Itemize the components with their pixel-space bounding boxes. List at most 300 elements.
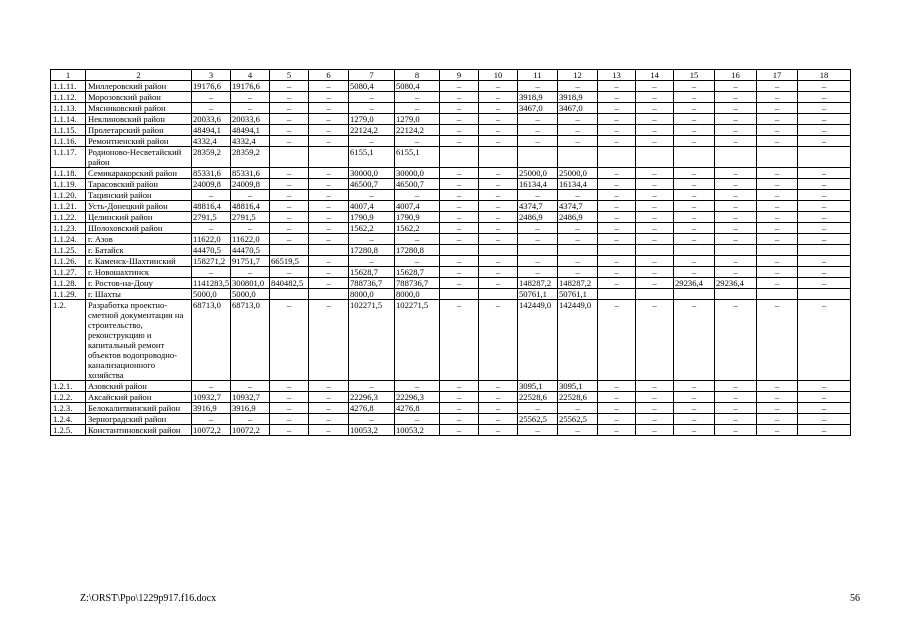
- value-cell: –: [674, 190, 715, 201]
- value-cell: [270, 147, 309, 168]
- row-number-cell: 1.1.27.: [51, 267, 86, 278]
- value-cell: 3916,9: [192, 403, 231, 414]
- value-cell: –: [479, 168, 518, 179]
- value-cell: –: [715, 403, 757, 414]
- value-cell: –: [395, 103, 440, 114]
- value-cell: –: [309, 256, 349, 267]
- value-cell: –: [798, 425, 851, 436]
- value-cell: [798, 289, 851, 300]
- value-cell: –: [674, 114, 715, 125]
- value-cell: –: [715, 92, 757, 103]
- value-cell: 6155,1: [349, 147, 395, 168]
- value-cell: –: [479, 267, 518, 278]
- value-cell: –: [598, 234, 636, 245]
- value-cell: 25000,0: [518, 168, 558, 179]
- value-cell: [636, 147, 674, 168]
- value-cell: –: [349, 190, 395, 201]
- value-cell: 25562,5: [558, 414, 598, 425]
- value-cell: –: [757, 223, 798, 234]
- row-name-cell: Аксайский район: [86, 392, 192, 403]
- value-cell: –: [674, 125, 715, 136]
- value-cell: –: [757, 278, 798, 289]
- value-cell: –: [636, 92, 674, 103]
- value-cell: –: [636, 103, 674, 114]
- value-cell: –: [270, 201, 309, 212]
- value-cell: –: [757, 300, 798, 381]
- value-cell: 91751,7: [231, 256, 270, 267]
- value-cell: –: [558, 234, 598, 245]
- table-row: [51, 190, 851, 201]
- value-cell: 85331,6: [231, 168, 270, 179]
- value-cell: [440, 147, 479, 168]
- value-cell: –: [798, 103, 851, 114]
- value-cell: –: [757, 190, 798, 201]
- value-cell: 4374,7: [558, 201, 598, 212]
- value-cell: –: [757, 414, 798, 425]
- value-cell: 1790,9: [395, 212, 440, 223]
- value-cell: –: [270, 168, 309, 179]
- value-cell: [518, 147, 558, 168]
- value-cell: –: [798, 81, 851, 92]
- value-cell: 22528,6: [518, 392, 558, 403]
- row-name-cell: г. Батайск: [86, 245, 192, 256]
- value-cell: –: [309, 103, 349, 114]
- value-cell: 15628,7: [349, 267, 395, 278]
- value-cell: –: [270, 92, 309, 103]
- value-cell: –: [479, 212, 518, 223]
- row-name-cell: Тарасовский район: [86, 179, 192, 190]
- table-row: [51, 392, 851, 403]
- value-cell: –: [757, 403, 798, 414]
- value-cell: –: [270, 267, 309, 278]
- value-cell: –: [598, 300, 636, 381]
- row-number-cell: 1.1.18.: [51, 168, 86, 179]
- value-cell: –: [309, 234, 349, 245]
- value-cell: –: [636, 223, 674, 234]
- value-cell: –: [309, 190, 349, 201]
- value-cell: –: [674, 267, 715, 278]
- value-cell: –: [598, 201, 636, 212]
- row-number-cell: 1.1.22.: [51, 212, 86, 223]
- value-cell: 8000,0: [349, 289, 395, 300]
- row-number-cell: 1.1.12.: [51, 92, 86, 103]
- value-cell: –: [636, 168, 674, 179]
- row-name-cell: Азовский район: [86, 381, 192, 392]
- value-cell: –: [715, 267, 757, 278]
- value-cell: –: [598, 179, 636, 190]
- value-cell: –: [479, 125, 518, 136]
- value-cell: –: [598, 92, 636, 103]
- value-cell: –: [674, 168, 715, 179]
- value-cell: [715, 289, 757, 300]
- value-cell: –: [270, 300, 309, 381]
- value-cell: 85331,6: [192, 168, 231, 179]
- value-cell: –: [757, 125, 798, 136]
- value-cell: 148287,2: [518, 278, 558, 289]
- value-cell: 1279,0: [395, 114, 440, 125]
- value-cell: –: [674, 425, 715, 436]
- value-cell: –: [349, 103, 395, 114]
- value-cell: 4332,4: [192, 136, 231, 147]
- value-cell: –: [558, 223, 598, 234]
- value-cell: –: [636, 403, 674, 414]
- value-cell: –: [270, 114, 309, 125]
- value-cell: –: [518, 81, 558, 92]
- row-number-cell: 1.1.15.: [51, 125, 86, 136]
- value-cell: –: [757, 114, 798, 125]
- value-cell: –: [309, 81, 349, 92]
- value-cell: 5080,4: [395, 81, 440, 92]
- value-cell: 19176,6: [231, 81, 270, 92]
- value-cell: 28359,2: [231, 147, 270, 168]
- value-cell: –: [674, 403, 715, 414]
- value-cell: –: [636, 414, 674, 425]
- column-number-header: 7: [349, 70, 395, 81]
- value-cell: –: [715, 103, 757, 114]
- value-cell: 4332,4: [231, 136, 270, 147]
- value-cell: –: [309, 300, 349, 381]
- value-cell: –: [636, 278, 674, 289]
- value-cell: 22296,3: [349, 392, 395, 403]
- value-cell: –: [715, 136, 757, 147]
- value-cell: [270, 289, 309, 300]
- value-cell: –: [479, 81, 518, 92]
- value-cell: –: [440, 425, 479, 436]
- value-cell: –: [798, 414, 851, 425]
- value-cell: 10072,2: [192, 425, 231, 436]
- value-cell: –: [479, 381, 518, 392]
- value-cell: –: [636, 201, 674, 212]
- table-row: [51, 201, 851, 212]
- value-cell: –: [715, 201, 757, 212]
- value-cell: –: [674, 300, 715, 381]
- value-cell: –: [440, 381, 479, 392]
- value-cell: 788736,7: [349, 278, 395, 289]
- value-cell: –: [674, 392, 715, 403]
- value-cell: 8000,0: [395, 289, 440, 300]
- value-cell: [558, 245, 598, 256]
- value-cell: 3916,9: [231, 403, 270, 414]
- value-cell: [479, 147, 518, 168]
- value-cell: –: [715, 300, 757, 381]
- value-cell: –: [636, 179, 674, 190]
- value-cell: –: [309, 267, 349, 278]
- value-cell: –: [558, 114, 598, 125]
- value-cell: –: [798, 201, 851, 212]
- value-cell: –: [440, 103, 479, 114]
- table-row: [51, 425, 851, 436]
- row-name-cell: Шолоховский район: [86, 223, 192, 234]
- value-cell: –: [798, 114, 851, 125]
- value-cell: –: [395, 234, 440, 245]
- value-cell: –: [798, 267, 851, 278]
- value-cell: [715, 245, 757, 256]
- column-number-header: 5: [270, 70, 309, 81]
- value-cell: 25000,0: [558, 168, 598, 179]
- value-cell: [440, 289, 479, 300]
- value-cell: –: [270, 234, 309, 245]
- value-cell: –: [309, 392, 349, 403]
- row-name-cell: Ремонтненский район: [86, 136, 192, 147]
- value-cell: –: [674, 414, 715, 425]
- value-cell: 102271,5: [349, 300, 395, 381]
- value-cell: [558, 147, 598, 168]
- table-row: [51, 136, 851, 147]
- value-cell: 44470,5: [192, 245, 231, 256]
- value-cell: –: [479, 136, 518, 147]
- value-cell: –: [715, 168, 757, 179]
- value-cell: 840482,5: [270, 278, 309, 289]
- value-cell: –: [440, 267, 479, 278]
- value-cell: –: [479, 103, 518, 114]
- value-cell: –: [479, 414, 518, 425]
- value-cell: 10932,7: [192, 392, 231, 403]
- value-cell: –: [395, 256, 440, 267]
- value-cell: –: [636, 125, 674, 136]
- value-cell: –: [798, 125, 851, 136]
- column-number-header: 8: [395, 70, 440, 81]
- value-cell: –: [636, 136, 674, 147]
- value-cell: –: [270, 425, 309, 436]
- value-cell: –: [479, 300, 518, 381]
- value-cell: –: [674, 92, 715, 103]
- value-cell: –: [636, 300, 674, 381]
- value-cell: –: [309, 179, 349, 190]
- value-cell: 11622,0: [192, 234, 231, 245]
- value-cell: [674, 147, 715, 168]
- value-cell: –: [270, 392, 309, 403]
- value-cell: –: [798, 278, 851, 289]
- value-cell: 5080,4: [349, 81, 395, 92]
- value-cell: –: [192, 381, 231, 392]
- table-row: [51, 289, 851, 300]
- value-cell: [636, 289, 674, 300]
- value-cell: –: [757, 103, 798, 114]
- value-cell: –: [192, 267, 231, 278]
- value-cell: –: [636, 425, 674, 436]
- value-cell: –: [674, 103, 715, 114]
- value-cell: 10053,2: [395, 425, 440, 436]
- value-cell: 3918,9: [518, 92, 558, 103]
- value-cell: –: [674, 201, 715, 212]
- value-cell: –: [395, 136, 440, 147]
- row-number-cell: 1.1.16.: [51, 136, 86, 147]
- value-cell: –: [558, 125, 598, 136]
- value-cell: –: [757, 179, 798, 190]
- value-cell: –: [598, 392, 636, 403]
- row-name-cell: Белокалитвинский район: [86, 403, 192, 414]
- value-cell: –: [798, 136, 851, 147]
- value-cell: 29236,4: [674, 278, 715, 289]
- value-cell: –: [798, 92, 851, 103]
- value-cell: –: [270, 190, 309, 201]
- value-cell: –: [518, 403, 558, 414]
- value-cell: –: [715, 425, 757, 436]
- value-cell: –: [440, 92, 479, 103]
- value-cell: 20033,6: [231, 114, 270, 125]
- column-number-header: 15: [674, 70, 715, 81]
- row-number-cell: 1.1.26.: [51, 256, 86, 267]
- table-row: [51, 245, 851, 256]
- value-cell: –: [440, 81, 479, 92]
- value-cell: –: [674, 136, 715, 147]
- value-cell: –: [440, 392, 479, 403]
- value-cell: –: [598, 223, 636, 234]
- value-cell: –: [715, 190, 757, 201]
- value-cell: –: [558, 267, 598, 278]
- value-cell: –: [270, 179, 309, 190]
- value-cell: 11622,0: [231, 234, 270, 245]
- value-cell: [798, 147, 851, 168]
- value-cell: –: [270, 403, 309, 414]
- value-cell: –: [270, 381, 309, 392]
- value-cell: 19176,6: [192, 81, 231, 92]
- value-cell: [309, 147, 349, 168]
- column-number-header: 13: [598, 70, 636, 81]
- value-cell: 22296,3: [395, 392, 440, 403]
- value-cell: –: [598, 81, 636, 92]
- value-cell: 68713,0: [231, 300, 270, 381]
- value-cell: –: [440, 300, 479, 381]
- table-row: [51, 256, 851, 267]
- value-cell: –: [757, 267, 798, 278]
- value-cell: –: [479, 403, 518, 414]
- value-cell: 66519,5: [270, 256, 309, 267]
- value-cell: –: [757, 81, 798, 92]
- value-cell: 46500,7: [349, 179, 395, 190]
- value-cell: 25562,5: [518, 414, 558, 425]
- value-cell: –: [479, 256, 518, 267]
- value-cell: –: [192, 414, 231, 425]
- column-number-header: 18: [798, 70, 851, 81]
- value-cell: [636, 245, 674, 256]
- value-cell: –: [270, 81, 309, 92]
- value-cell: 3467,0: [518, 103, 558, 114]
- value-cell: –: [674, 179, 715, 190]
- value-cell: –: [598, 114, 636, 125]
- value-cell: –: [231, 223, 270, 234]
- value-cell: 48494,1: [231, 125, 270, 136]
- value-cell: 15628,7: [395, 267, 440, 278]
- value-cell: –: [479, 278, 518, 289]
- value-cell: –: [192, 92, 231, 103]
- value-cell: 5000,0: [192, 289, 231, 300]
- value-cell: –: [674, 381, 715, 392]
- value-cell: 10932,7: [231, 392, 270, 403]
- row-number-cell: 1.1.29.: [51, 289, 86, 300]
- row-number-cell: 1.1.20.: [51, 190, 86, 201]
- value-cell: –: [349, 381, 395, 392]
- value-cell: –: [349, 92, 395, 103]
- value-cell: 68713,0: [192, 300, 231, 381]
- row-name-cell: Разработка проектно-сметной документации на строительство, реконструкцию и капитальный ремонт объектов водопроводно-канализационного хозяйства: [86, 300, 192, 381]
- value-cell: [674, 245, 715, 256]
- value-cell: [270, 245, 309, 256]
- value-cell: –: [798, 381, 851, 392]
- value-cell: 48816,4: [192, 201, 231, 212]
- value-cell: –: [440, 190, 479, 201]
- value-cell: 28359,2: [192, 147, 231, 168]
- value-cell: –: [757, 168, 798, 179]
- value-cell: –: [757, 392, 798, 403]
- value-cell: –: [798, 212, 851, 223]
- value-cell: –: [598, 190, 636, 201]
- value-cell: –: [349, 414, 395, 425]
- value-cell: –: [518, 425, 558, 436]
- value-cell: –: [440, 403, 479, 414]
- value-cell: [309, 289, 349, 300]
- value-cell: –: [636, 392, 674, 403]
- column-number-header: 17: [757, 70, 798, 81]
- value-cell: –: [757, 92, 798, 103]
- value-cell: –: [674, 256, 715, 267]
- row-number-cell: 1.2.4.: [51, 414, 86, 425]
- table-row: [51, 92, 851, 103]
- value-cell: –: [798, 300, 851, 381]
- value-cell: [598, 245, 636, 256]
- value-cell: 102271,5: [395, 300, 440, 381]
- value-cell: –: [309, 212, 349, 223]
- value-cell: 17280,8: [349, 245, 395, 256]
- value-cell: –: [395, 92, 440, 103]
- table-row: [51, 81, 851, 92]
- value-cell: –: [270, 223, 309, 234]
- file-path: Z:\ORST\Ppo\1229p917.f16.docx: [80, 593, 217, 604]
- value-cell: –: [309, 92, 349, 103]
- value-cell: –: [395, 190, 440, 201]
- value-cell: –: [757, 425, 798, 436]
- value-cell: 50761,1: [518, 289, 558, 300]
- value-cell: –: [674, 223, 715, 234]
- value-cell: –: [558, 403, 598, 414]
- value-cell: –: [440, 212, 479, 223]
- value-cell: –: [636, 114, 674, 125]
- value-cell: –: [270, 136, 309, 147]
- value-cell: –: [598, 425, 636, 436]
- value-cell: –: [479, 190, 518, 201]
- value-cell: [479, 245, 518, 256]
- value-cell: –: [558, 136, 598, 147]
- page-number: 56: [850, 593, 860, 604]
- value-cell: –: [798, 168, 851, 179]
- value-cell: –: [440, 223, 479, 234]
- value-cell: –: [715, 234, 757, 245]
- value-cell: 24009,8: [192, 179, 231, 190]
- table-row: [51, 125, 851, 136]
- value-cell: –: [715, 179, 757, 190]
- value-cell: –: [558, 425, 598, 436]
- row-name-cell: Зерноградский район: [86, 414, 192, 425]
- value-cell: 158271,2: [192, 256, 231, 267]
- value-cell: 16134,4: [558, 179, 598, 190]
- value-cell: –: [349, 136, 395, 147]
- value-cell: –: [798, 403, 851, 414]
- value-cell: 1562,2: [349, 223, 395, 234]
- value-cell: –: [479, 114, 518, 125]
- value-cell: –: [674, 81, 715, 92]
- value-cell: [598, 289, 636, 300]
- value-cell: –: [440, 414, 479, 425]
- column-number-header: 16: [715, 70, 757, 81]
- value-cell: –: [231, 414, 270, 425]
- value-cell: 20033,6: [192, 114, 231, 125]
- value-cell: [757, 245, 798, 256]
- value-cell: –: [715, 125, 757, 136]
- value-cell: –: [479, 92, 518, 103]
- value-cell: –: [518, 256, 558, 267]
- value-cell: 29236,4: [715, 278, 757, 289]
- value-cell: –: [636, 212, 674, 223]
